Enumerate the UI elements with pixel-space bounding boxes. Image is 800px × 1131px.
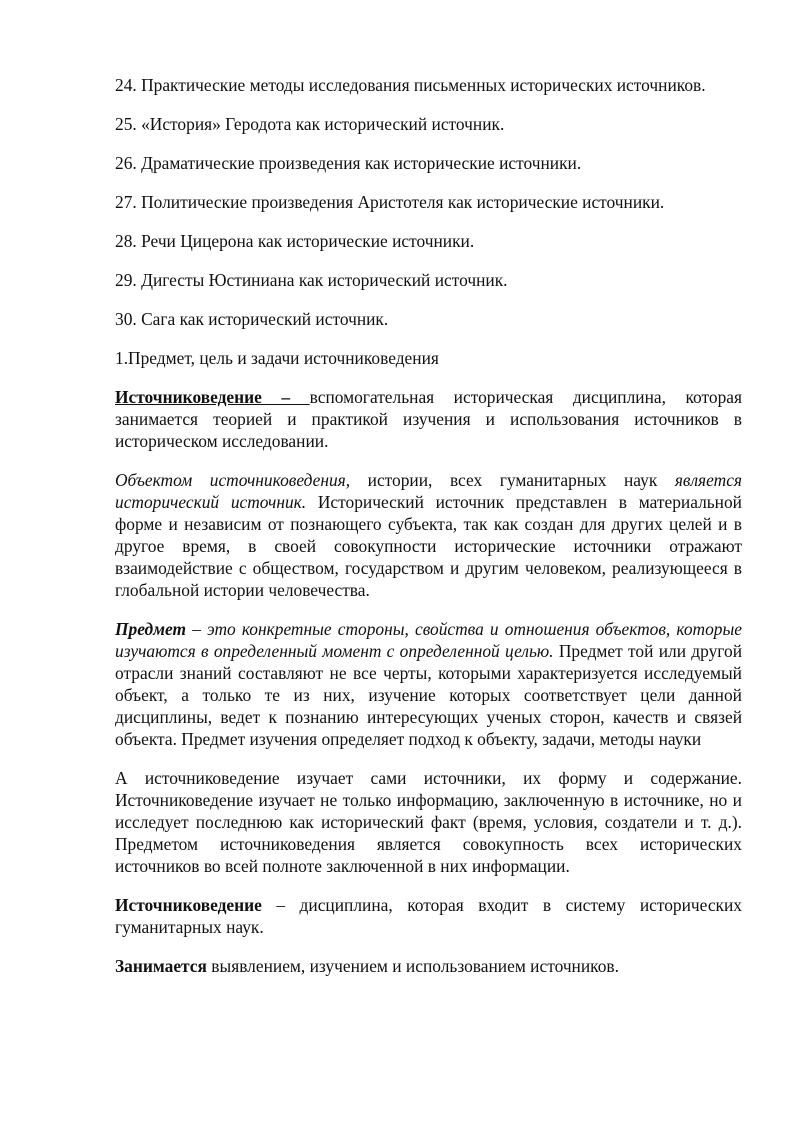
section-heading: 1.Предмет, цель и задачи источниковедения <box>115 348 439 368</box>
study-paragraph: А источниковедение изучает сами источники, их форму и содержание. Источниковедение изучает не только информацию, заключенную в источнике, но и исследует последнюю как исторический факт (время, условия, создатели и т. д.). Предметом источниковедения является совокупность всех исторических источников во всей полноте заключенной в них информации. <box>115 768 742 876</box>
engaged-term: Занимается <box>115 956 207 976</box>
object-rest-text: Исторический источник представлен в материальной форме и независим от познающего субъекта, так как создан для других целей и в другое время, в своей совокупности исторические источники отражают взаимодействие с обществом, государством и другим человеком, реализующееся в глобальной истории человечества. <box>115 492 742 600</box>
list-item-24: 24. Практические методы исследования письменных исторических источников. <box>115 75 706 95</box>
object-italic-clause: является исторический источник. <box>115 470 742 512</box>
list-item-28: 28. Речи Цицерона как исторические источники. <box>115 231 475 251</box>
subject-rest-text: Предмет той или другой отрасли знаний составляют не все черты, которыми характеризуется исследуемый объект, а только те из них, изучение которых соответствует цели данной дисциплины, ведет к познанию интересующих ученых сторон, качеств и связей объекта. Предмет изучения определяет подход к объекту, задачи, методы науки <box>115 641 742 749</box>
object-paragraph <box>115 469 742 601</box>
subject-paragraph <box>115 618 742 750</box>
list-item-29: 29. Дигесты Юстиниана как исторический источник. <box>115 270 508 290</box>
discipline-paragraph <box>115 894 742 938</box>
document-page <box>115 74 742 994</box>
definition-term: Источниковедение – <box>115 387 310 407</box>
discipline-term: Источниковедение <box>115 895 262 915</box>
discipline-text: – дисциплина, которая входит в систему исторических гуманитарных наук. <box>115 895 742 937</box>
object-term: Объектом источниковедения, <box>115 470 351 490</box>
subject-term: Предмет <box>115 619 187 639</box>
object-mid-text: истории, всех гуманитарных наук <box>350 470 675 490</box>
engaged-paragraph <box>115 955 742 977</box>
subject-italic-definition: – это конкретные стороны, свойства и отношения объектов, которые изучаются в определенный момент с определенной целью. <box>115 619 742 661</box>
definition-paragraph <box>115 386 742 452</box>
list-item-27: 27. Политические произведения Аристотеля как исторические источники. <box>115 192 665 212</box>
definition-text: вспомогательная историческая дисциплина, которая занимается теорией и практикой изучения и использования источников в историческом исследовании. <box>115 387 742 451</box>
list-item-26: 26. Драматические произведения как исторические источники. <box>115 153 582 173</box>
list-item-25: 25. «История» Геродота как исторический источник. <box>115 114 505 134</box>
list-item-30: 30. Сага как исторический источник. <box>115 309 389 329</box>
engaged-text: выявлением, изучением и использованием источников. <box>206 956 619 976</box>
